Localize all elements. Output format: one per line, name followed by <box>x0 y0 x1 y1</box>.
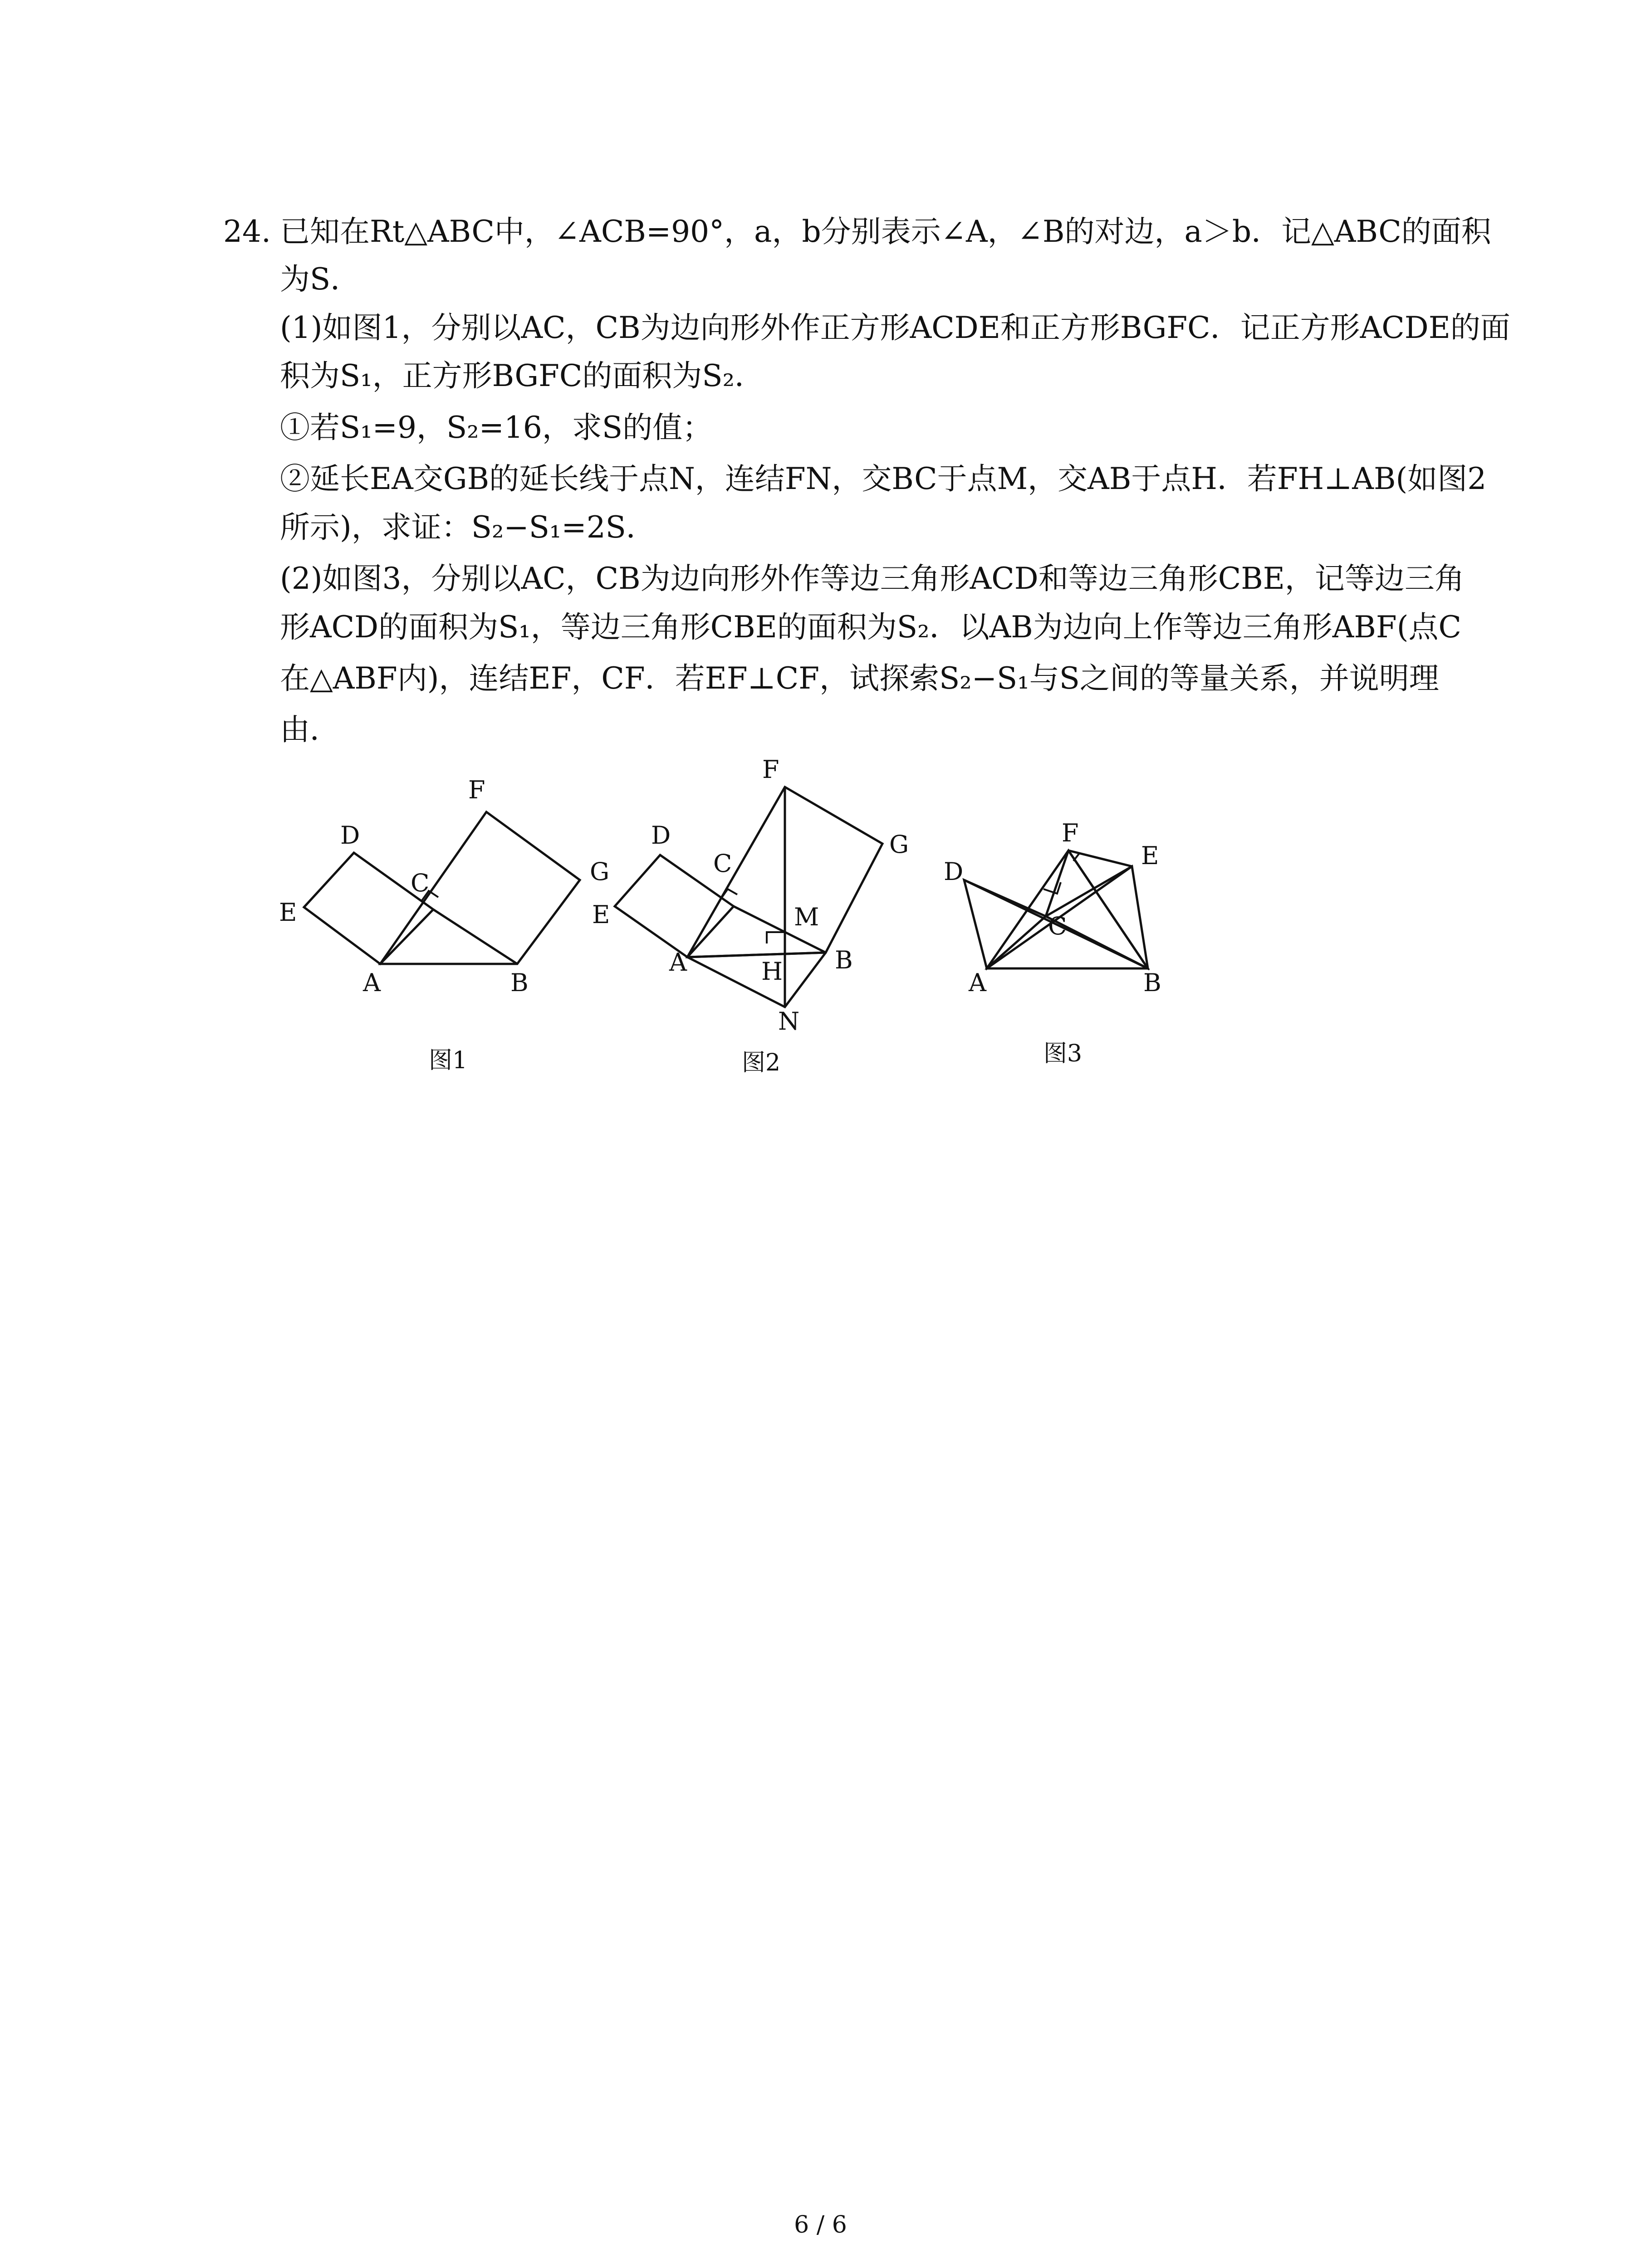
figure-3-caption: 图3 <box>1043 1040 1083 1067</box>
label-f: F <box>762 755 779 784</box>
problem-line-5: ①若S₁=9，S₂=16，求S的值； <box>280 410 713 445</box>
label-e: E <box>592 900 610 929</box>
segment-an-bn <box>687 953 826 1007</box>
label-e: E <box>279 898 297 927</box>
problem-line-9: 形ACD的面积为S₁，等边三角形CBE的面积为S₂．以AB为边向上作等边三角形ABF(点C <box>280 610 1461 645</box>
label-c: C <box>1048 912 1067 940</box>
label-c: C <box>411 869 430 897</box>
label-f: F <box>468 776 485 804</box>
right-angle-mark-c <box>721 889 737 898</box>
label-d: D <box>340 821 360 850</box>
label-d: D <box>944 857 964 886</box>
figure-3-diagram <box>930 807 1202 1061</box>
page-number: 6 / 6 <box>794 2211 847 2239</box>
label-f: F <box>1062 819 1079 847</box>
figure-2 <box>585 753 939 1100</box>
segment-fb <box>1068 850 1148 968</box>
right-angle-mark-f <box>1073 853 1080 861</box>
label-d: D <box>651 821 671 850</box>
label-g: G <box>889 830 909 859</box>
label-a: A <box>969 968 986 997</box>
label-a: A <box>363 968 381 997</box>
problem-line-7: 所示)，求证：S₂−S₁=2S． <box>280 510 656 545</box>
label-b: B <box>510 968 529 997</box>
problem-line-2: 为S． <box>280 262 361 297</box>
label-e: E <box>1141 841 1159 870</box>
problem-line-8: (2)如图3，分别以AC，CB为边向形外作等边三角形ACD和等边三角形CBE，记等边三角 <box>280 561 1465 596</box>
label-g: G <box>590 857 610 886</box>
problem-line-10: 在△ABF内)，连结EF，CF．若EF⊥CF，试探索S₂−S₁与S之间的等量关系，并说明理 <box>280 661 1439 696</box>
problem-line-4: 积为S₁，正方形BGFC的面积为S₂． <box>280 358 765 393</box>
label-a: A <box>669 948 687 977</box>
label-c: C <box>713 849 732 878</box>
figure-1-caption: 图1 <box>429 1047 468 1074</box>
question-number: 24. <box>223 214 271 249</box>
problem-line-11: 由． <box>280 712 340 747</box>
problem-text-line: 已知在Rt△ABC中，∠ACB=90°，a，b分别表示∠A，∠B的对边，a＞b．记△ABC的面积 <box>280 214 1491 249</box>
problem-line-6: ②延长EA交GB的延长线于点N，连结FN，交BC于点M，交AB于点H．若FH⊥AB(如图2 <box>280 461 1487 496</box>
label-b: B <box>1143 968 1161 997</box>
figure-1 <box>272 771 617 1100</box>
label-n: N <box>778 1007 800 1036</box>
right-angle-mark-h <box>767 932 785 943</box>
label-m: M <box>794 903 819 931</box>
segment-ab <box>687 953 826 957</box>
problem-line-3: (1)如图1，分别以AC，CB为边向形外作正方形ACDE和正方形BGFC．记正方形ACDE的面 <box>280 310 1510 345</box>
figure-2-caption: 图2 <box>742 1049 781 1076</box>
label-b: B <box>835 946 853 974</box>
problem-line-1 <box>223 214 1491 249</box>
figure-3 <box>930 807 1202 1067</box>
segment-cb <box>433 909 517 964</box>
label-h: H <box>761 957 783 986</box>
